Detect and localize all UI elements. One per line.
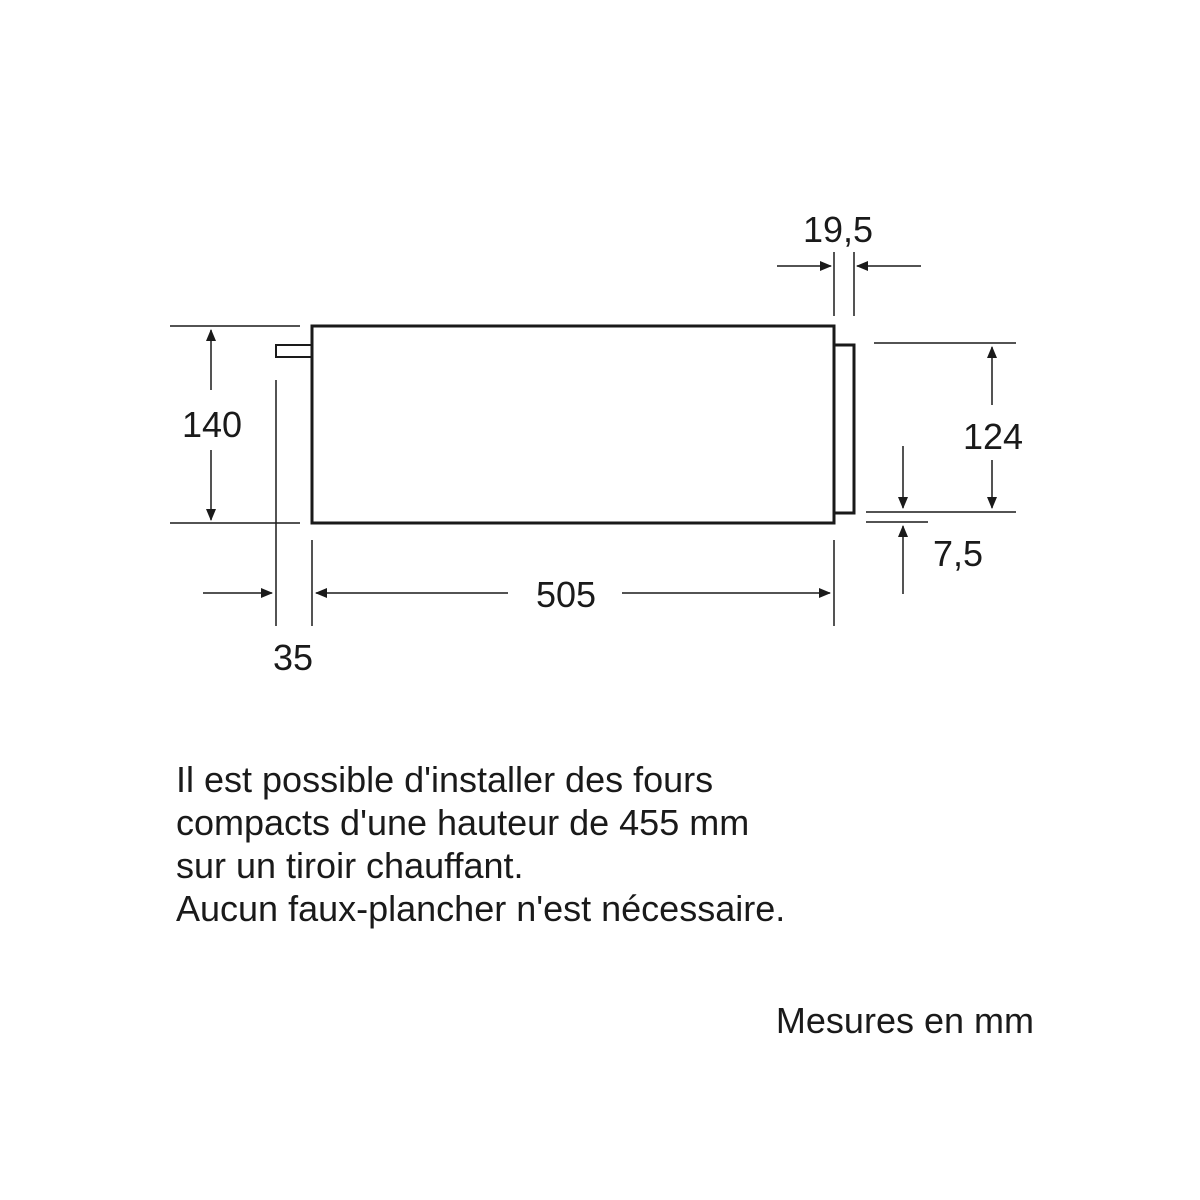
units-label: Mesures en mm xyxy=(775,1000,1034,1041)
rear-pin xyxy=(276,345,312,357)
dim-label-505: 505 xyxy=(535,574,597,615)
front-panel xyxy=(834,345,854,513)
dim-label-7-5: 7,5 xyxy=(932,533,984,574)
installation-note xyxy=(176,758,1076,930)
extension-lines xyxy=(170,252,1016,626)
dim-label-19-5: 19,5 xyxy=(802,209,874,250)
note-line-3: sur un tiroir chauffant. xyxy=(176,845,524,886)
dim-label-124: 124 xyxy=(962,416,1024,457)
note-line-2: compacts d'une hauteur de 455 mm xyxy=(176,802,750,843)
drawer-body xyxy=(312,326,834,523)
note-line-4: Aucun faux-plancher n'est nécessaire. xyxy=(176,888,786,929)
note-line-1: Il est possible d'installer des fours xyxy=(176,759,714,800)
dim-label-140: 140 xyxy=(181,404,243,445)
dim-label-35: 35 xyxy=(272,637,314,678)
